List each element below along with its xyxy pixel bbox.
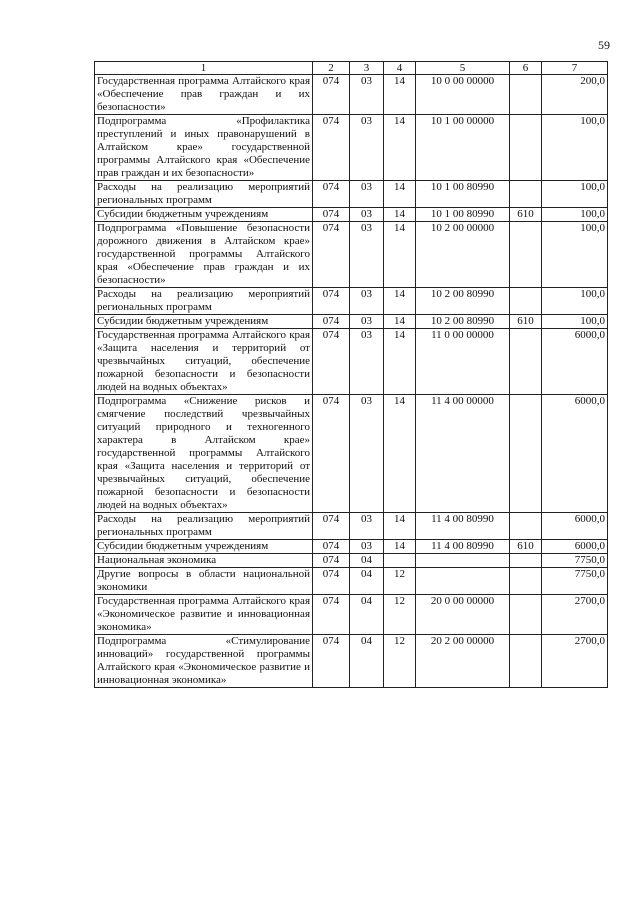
row-section-code: 03	[350, 208, 384, 222]
row-expense-type	[510, 222, 542, 288]
table-header-row	[95, 62, 608, 75]
row-expense-type: 610	[510, 208, 542, 222]
row-subsection-code: 14	[384, 395, 416, 513]
row-expense-type	[510, 595, 542, 635]
column-header-amount: 7	[542, 62, 608, 75]
row-name: Другие вопросы в области национальной экономики	[95, 568, 313, 595]
row-target-article: 10 0 00 00000	[416, 75, 510, 115]
table-row	[95, 540, 608, 554]
row-target-article: 10 2 00 00000	[416, 222, 510, 288]
column-header-name: 1	[95, 62, 313, 75]
row-target-article: 10 2 00 80990	[416, 315, 510, 329]
row-admin-code: 074	[313, 222, 350, 288]
row-name: Субсидии бюджетным учреждениям	[95, 540, 313, 554]
table-row	[95, 315, 608, 329]
table-row	[95, 329, 608, 395]
row-amount: 6000,0	[542, 329, 608, 395]
table-row	[95, 554, 608, 568]
row-target-article: 11 4 00 80990	[416, 540, 510, 554]
row-subsection-code: 14	[384, 115, 416, 181]
row-expense-type	[510, 513, 542, 540]
row-section-code: 04	[350, 595, 384, 635]
column-header-subsection: 4	[384, 62, 416, 75]
row-amount: 6000,0	[542, 540, 608, 554]
column-header-section: 3	[350, 62, 384, 75]
row-amount: 100,0	[542, 315, 608, 329]
row-name: Субсидии бюджетным учреждениям	[95, 315, 313, 329]
row-subsection-code	[384, 554, 416, 568]
column-header-expense-type: 6	[510, 62, 542, 75]
row-subsection-code: 14	[384, 513, 416, 540]
row-subsection-code: 14	[384, 329, 416, 395]
row-admin-code: 074	[313, 208, 350, 222]
row-name: Государственная программа Алтайского края «Экономическое развитие и инновационная экономика»	[95, 595, 313, 635]
row-subsection-code: 14	[384, 181, 416, 208]
row-name: Расходы на реализацию мероприятий региональных программ	[95, 288, 313, 315]
row-name: Подпрограмма «Снижение рисков и смягчение последствий чрезвычайных ситуаций природного и техногенного характера в Алтайском крае» государственной программы Алтайского края «Защита населения и территорий от чрезвычайных ситуаций, обеспечение пожарной безопасности и безопасности людей на водных объектах»	[95, 395, 313, 513]
row-section-code: 03	[350, 181, 384, 208]
row-admin-code: 074	[313, 568, 350, 595]
row-admin-code: 074	[313, 75, 350, 115]
row-name: Государственная программа Алтайского края «Обеспечение прав граждан и их безопасности»	[95, 75, 313, 115]
row-expense-type	[510, 115, 542, 181]
row-subsection-code: 14	[384, 222, 416, 288]
row-expense-type	[510, 395, 542, 513]
row-section-code: 03	[350, 115, 384, 181]
row-subsection-code: 14	[384, 75, 416, 115]
row-amount: 100,0	[542, 208, 608, 222]
budget-table	[94, 61, 608, 688]
row-amount: 7750,0	[542, 554, 608, 568]
table-row	[95, 181, 608, 208]
table-row	[95, 75, 608, 115]
row-admin-code: 074	[313, 315, 350, 329]
row-target-article: 11 4 00 00000	[416, 395, 510, 513]
row-section-code: 03	[350, 329, 384, 395]
row-section-code: 04	[350, 554, 384, 568]
row-subsection-code: 12	[384, 568, 416, 595]
row-expense-type	[510, 329, 542, 395]
row-admin-code: 074	[313, 115, 350, 181]
row-section-code: 03	[350, 395, 384, 513]
row-target-article: 10 1 00 80990	[416, 208, 510, 222]
row-expense-type	[510, 568, 542, 595]
row-amount: 2700,0	[542, 635, 608, 688]
row-expense-type	[510, 554, 542, 568]
table-row	[95, 595, 608, 635]
row-name: Подпрограмма «Стимулирование инноваций» государственной программы Алтайского края «Экономическое развитие и инновационная экономика»	[95, 635, 313, 688]
row-subsection-code: 14	[384, 208, 416, 222]
row-name: Подпрограмма «Повышение безопасности дорожного движения в Алтайском крае» государственной программы Алтайского края «Обеспечение прав граждан и их безопасности»	[95, 222, 313, 288]
row-admin-code: 074	[313, 554, 350, 568]
row-target-article: 10 2 00 80990	[416, 288, 510, 315]
table-row	[95, 115, 608, 181]
row-expense-type	[510, 635, 542, 688]
row-amount: 200,0	[542, 75, 608, 115]
row-subsection-code: 12	[384, 595, 416, 635]
row-target-article	[416, 568, 510, 595]
row-amount: 7750,0	[542, 568, 608, 595]
row-name: Расходы на реализацию мероприятий региональных программ	[95, 181, 313, 208]
row-section-code: 03	[350, 75, 384, 115]
row-amount: 100,0	[542, 222, 608, 288]
table-row	[95, 288, 608, 315]
row-target-article: 10 1 00 80990	[416, 181, 510, 208]
row-section-code: 04	[350, 568, 384, 595]
row-expense-type: 610	[510, 540, 542, 554]
row-target-article: 11 0 00 00000	[416, 329, 510, 395]
row-amount: 6000,0	[542, 513, 608, 540]
row-amount: 100,0	[542, 288, 608, 315]
row-admin-code: 074	[313, 540, 350, 554]
page-number: 59	[598, 38, 610, 52]
row-expense-type	[510, 75, 542, 115]
column-header-target-article: 5	[416, 62, 510, 75]
table-row	[95, 395, 608, 513]
row-target-article: 10 1 00 00000	[416, 115, 510, 181]
row-admin-code: 074	[313, 288, 350, 315]
row-section-code: 03	[350, 540, 384, 554]
row-name: Субсидии бюджетным учреждениям	[95, 208, 313, 222]
row-name: Государственная программа Алтайского края «Защита населения и территорий от чрезвычайных ситуаций, обеспечение пожарной безопасности и безопасности людей на водных объектах»	[95, 329, 313, 395]
table-row	[95, 513, 608, 540]
row-expense-type	[510, 288, 542, 315]
row-subsection-code: 14	[384, 315, 416, 329]
row-section-code: 03	[350, 222, 384, 288]
row-name: Подпрограмма «Профилактика преступлений и иных правонарушений в Алтайском крае» государственной программы Алтайского края «Обеспечение прав граждан и их безопасности»	[95, 115, 313, 181]
row-admin-code: 074	[313, 329, 350, 395]
row-admin-code: 074	[313, 395, 350, 513]
row-subsection-code: 14	[384, 288, 416, 315]
row-subsection-code: 12	[384, 635, 416, 688]
row-amount: 100,0	[542, 115, 608, 181]
row-admin-code: 074	[313, 595, 350, 635]
row-target-article: 20 0 00 00000	[416, 595, 510, 635]
row-admin-code: 074	[313, 513, 350, 540]
row-name: Расходы на реализацию мероприятий региональных программ	[95, 513, 313, 540]
table-row	[95, 222, 608, 288]
table-row	[95, 208, 608, 222]
row-section-code: 04	[350, 635, 384, 688]
row-section-code: 03	[350, 513, 384, 540]
row-target-article: 11 4 00 80990	[416, 513, 510, 540]
row-name: Национальная экономика	[95, 554, 313, 568]
row-amount: 6000,0	[542, 395, 608, 513]
row-subsection-code: 14	[384, 540, 416, 554]
row-expense-type: 610	[510, 315, 542, 329]
row-amount: 100,0	[542, 181, 608, 208]
row-expense-type	[510, 181, 542, 208]
column-header-admin: 2	[313, 62, 350, 75]
row-admin-code: 074	[313, 181, 350, 208]
row-amount: 2700,0	[542, 595, 608, 635]
table-row	[95, 568, 608, 595]
row-section-code: 03	[350, 315, 384, 329]
row-admin-code: 074	[313, 635, 350, 688]
row-target-article	[416, 554, 510, 568]
table-row	[95, 635, 608, 688]
row-target-article: 20 2 00 00000	[416, 635, 510, 688]
row-section-code: 03	[350, 288, 384, 315]
